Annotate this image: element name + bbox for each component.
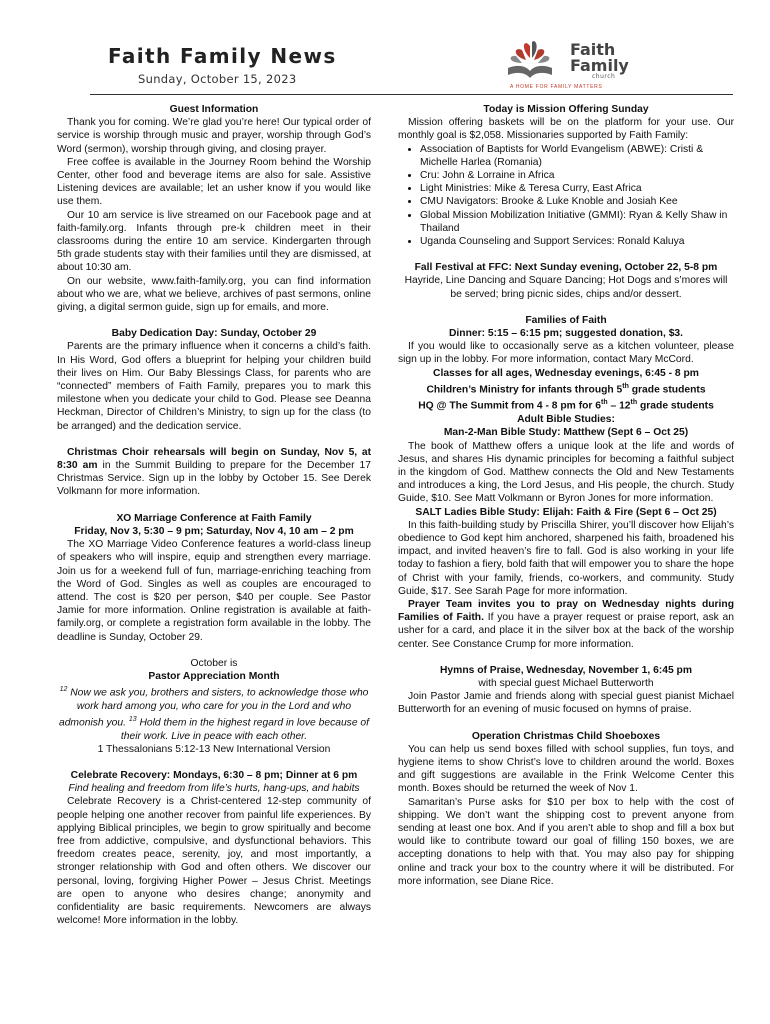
hq-sup-2: th (630, 399, 638, 407)
scripture-verse (57, 683, 371, 743)
man2man-heading: Man-2-Man Bible Study: Matthew (Sept 6 – Oct 25) (443, 427, 689, 439)
verse-12-text: Now we ask you, brothers and sisters, to acknowledge those who work hard among you, who care for you in the Lord and who admonish you. (58, 687, 369, 729)
prayer-bold: Prayer Team invites you to pray on Wednesday nights during Families of Faith. (398, 598, 734, 624)
church-logo (500, 38, 650, 92)
right-column (398, 103, 734, 888)
guest-paragraph-2: Free coffee is available in the Journey Room behind the Worship Center, other food and beverage items are also for sale. Assistive Listening devices are available; let an usher know if you would like use them. (57, 156, 371, 208)
verse-13-text: Hold them in the highest regard in love because of their work. Live in peace with each other. (120, 717, 370, 742)
hymns-paragraph: Join Pastor Jamie and friends along with special guest pianist Michael Butterworth for an evening of music focused on hymns of praise. (398, 691, 734, 716)
list-item: • Light Ministries: Mike & Teresa Curry, East Africa (420, 182, 734, 195)
recovery-paragraph: Celebrate Recovery is a Christ-centered 12-step community of people helping one another recover from painful life experiences. By applying Biblical principles, we begin to grow spiritually and become free from addictive, compulsive, and dysfunctional behaviors. This freedom creates peace, serenity, joy, and most importantly, a stronger relationship with God and often others. We discover our personal, loving, forgiving Higher Power – Jesus Christ. Meetings are open to anyone who desires change; anonymity and confidentiality are basic requirements. Newcomers are always welcome! More information in the lobby. (57, 796, 371, 927)
choir-rest: in the Summit Building to prepare for the December 17 Christmas Service. Sign up in the lobby by October 15. See Derek Volkmann for more information. (57, 460, 371, 498)
recovery-heading: Celebrate Recovery: Mondays, 6:30 – 8 pm; Dinner at 6 pm (70, 769, 358, 781)
salt-paragraph: In this faith-building study by Priscilla Shirer, you’ll discover how Elijah’s obedience to God kept him anchored, sharpened his faith, broadened his impact, and invited heaven’s fire to fall. God is also working in your life today to fashion a fiery, bold faith that will empower you to share the hope of Christ with your family, friends, co-workers, and community. Study Guide, $17. See Sarah Page for more information. (398, 519, 734, 597)
newsletter-title: Faith Family News (108, 44, 337, 68)
list-item: • Cru: John & Lorraine in Africa (420, 169, 734, 182)
fall-festival-paragraph: Hayride, Line Dancing and Square Dancing; Hot Dogs and s’mores will be served; bring picnic sides, chips and/or dessert. (404, 275, 728, 300)
logo-word-church: church (592, 73, 616, 80)
masthead-divider (90, 94, 733, 95)
issue-date: Sunday, October 15, 2023 (138, 72, 297, 86)
families-dinner: Dinner: 5:15 – 6:15 pm; suggested donation, $3. (448, 328, 684, 340)
list-item: • Global Mission Mobilization Initiative (GMMI): Ryan & Kelly Shaw in Thailand (420, 209, 734, 235)
salt-heading: SALT Ladies Bible Study: Elijah: Faith & Fire (Sept 6 – Oct 25) (415, 506, 717, 518)
guest-paragraph-4: On our website, www.faith-family.org, you can find information about who we are, what we believe, archives of past sermons, online giving, a digital sermon guide, sign up for emails, and more. (57, 275, 371, 314)
baby-dedication-paragraph: Parents are the primary influence when it concerns a child’s faith. In His Word, God offers a blueprint for helping your children build their lives on Him. Our Baby Blessings Class, for parents who are “connected” members of Faith Family, prepares you to mark this milestone when you dedicate your child to God. Please see Deanna Heckman, Director of Children’s Ministry, to sign up for the class (to be arranged) and the dedication service. (57, 341, 371, 432)
hq-text-a: HQ @ The Summit from 4 - 8 pm for 6 (418, 400, 602, 412)
shoebox-heading: Operation Christmas Child Shoeboxes (471, 730, 661, 742)
guest-paragraph-1: Thank you for coming. We’re glad you’re here! Our typical order of service is worship through music and prayer, worship through God’s Word (sermon), worship through giving, and closing prayer. (57, 117, 371, 155)
childrens-text-a: Children’s Ministry for infants through 5 (426, 384, 623, 396)
left-column (57, 103, 371, 927)
choir-bold: Christmas Choir rehearsals will begin on Sunday, Nov 5, at 8:30 am (57, 446, 371, 472)
hymns-heading: Hymns of Praise, Wednesday, November 1, 6:45 pm (440, 664, 692, 676)
logo-word-faith: Faith (570, 40, 616, 59)
families-classes: Classes for all ages, Wednesday evenings, 6:45 - 8 pm (433, 367, 699, 379)
prayer-team-paragraph (398, 598, 734, 651)
pastor-month-heading: Pastor Appreciation Month (148, 670, 280, 682)
families-childrens-ministry (398, 380, 734, 397)
logo-tagline: A HOME FOR FAMILY MATTERS (510, 84, 603, 90)
recovery-subheading: Find healing and freedom from life’s hurts, hang-ups, and habits (68, 783, 360, 795)
shoebox-paragraph-1: You can help us send boxes filled with school supplies, fun toys, and hygiene items to show Christ’s love to children around the world. Boxes and gift suggestions are available in the Frink Welcome Center this month. Boxes should be returned the week of Nov 1. (398, 743, 734, 795)
mission-heading: Today is Mission Offering Sunday (483, 104, 649, 115)
families-volunteer-paragraph: If you would like to occasionally serve as a kitchen volunteer, please sign up in the lobby. For more information, contact Mary McCord. (398, 341, 734, 366)
verse-number-13: 13 (128, 715, 137, 723)
pastor-month-intro: October is (190, 657, 238, 669)
fall-festival-heading: Fall Festival at FFC: Next Sunday evening, October 22, 5-8 pm (414, 262, 718, 274)
shoebox-paragraph-2: Samaritan’s Purse asks for $10 per box to help with the cost of shipping. We don’t want the shipping cost to prevent anyone from sending at least one box. And if you aren’t able to shop and fill a box but would like to contribute toward our goal of filling 150 boxes, we are accepting donations to help with that. You may also pay for shipping online and track your box to the country where it will be distributed. For more information, see Diane Rice. (398, 796, 734, 887)
open-book-flame-icon (500, 38, 564, 84)
scripture-reference: 1 Thessalonians 5:12-13 New International Version (97, 743, 331, 755)
guest-paragraph-3: Our 10 am service is live streamed on our Facebook page and at faith-family.org. Infants through pre-k children meet in their classrooms during the entire 10 am service. Kindergarten through 5th grade students stay with their families until they are dismissed, at about 10:30 am. (57, 209, 371, 274)
logo-word-family: Family (570, 56, 629, 75)
families-heading: Families of Faith (525, 314, 607, 326)
list-item: • Association of Baptists for World Evangelism (ABWE): Cristi & Michelle Harlea (Romania) (420, 143, 734, 169)
missionary-list (398, 143, 734, 249)
prayer-rest: If you have a prayer request or praise report, ask an usher for a card, and place it in the silver box at the back of the worship center. See Constance Crump for more information. (398, 612, 734, 650)
list-item: • CMU Navigators: Brooke & Luke Knoble and Josiah Kee (420, 195, 734, 208)
choir-paragraph (57, 446, 371, 499)
verse-number-12: 12 (59, 686, 68, 694)
mission-paragraph: Mission offering baskets will be on the platform for your use. Our monthly goal is $2,058. Missionaries supported by Faith Family: (398, 117, 734, 142)
hq-text-c: grade students (637, 400, 714, 412)
man2man-paragraph: The book of Matthew offers a unique look at the life and words of Jesus, and shares His dynamic principles for becoming a faithful subject in the kingdom of God. Matthew connects the Old and New Testaments and introduces a king, the Lord Jesus, and His people, the church. Study Guide, $10. See Matt Volkmann or Byron Jones for more information. (398, 440, 734, 505)
hq-sup-1: th (601, 399, 608, 407)
adult-bible-studies: Adult Bible Studies: (517, 414, 615, 426)
xo-dates: Friday, Nov 3, 5:30 – 9 pm; Saturday, Nov 4, 10 am – 2 pm (74, 525, 354, 537)
guest-heading: Guest Information (169, 104, 259, 115)
childrens-sup: th (622, 382, 629, 390)
families-hq (398, 396, 734, 413)
baby-dedication-heading: Baby Dedication Day: Sunday, October 29 (111, 328, 317, 340)
xo-paragraph: The XO Marriage Video Conference features a world-class lineup of speakers who will inspire, equip and strengthen every marriage. Join us for a weekend full of fun, marriage-enriching teaching from the Word of God. Singles as well as couples are encouraged to attend. The cost is $20 per person, $40 per couple. See Pastor Jamie for more information. Online registration is available at faith-family.org, or complete a registration form available in the lobby. The deadline is Sunday, October 29. (57, 539, 371, 643)
childrens-text-b: grade students (628, 384, 706, 396)
hymns-subheading: with special guest Michael Butterworth (478, 677, 654, 689)
xo-heading: XO Marriage Conference at Faith Family (116, 512, 312, 524)
list-item: • Uganda Counseling and Support Services: Ronald Kaluya (420, 235, 734, 248)
hq-text-b: – 12 (607, 400, 631, 412)
